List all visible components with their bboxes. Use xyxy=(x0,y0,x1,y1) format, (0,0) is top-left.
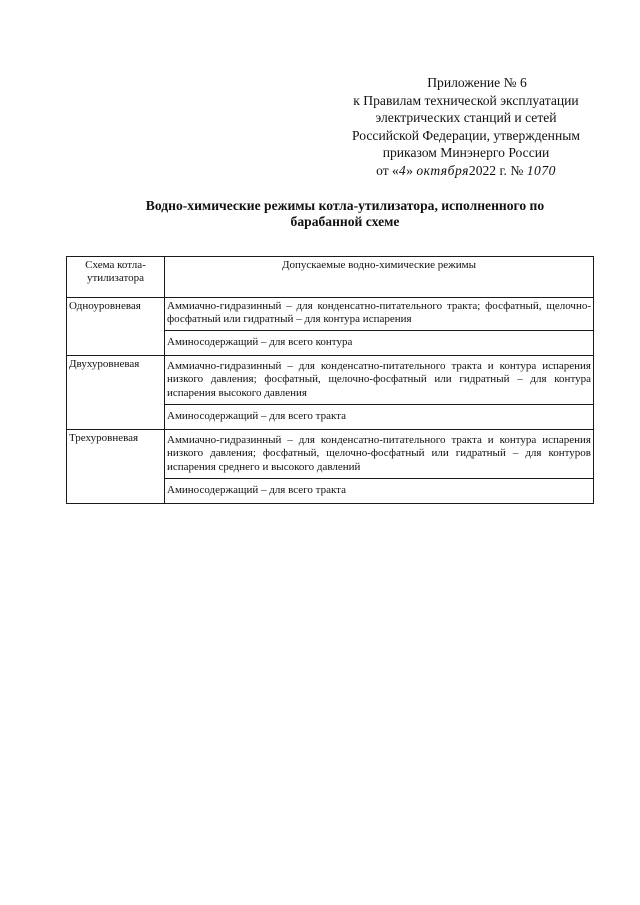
mode-cell: Аминосодержащий – для всего тракта xyxy=(165,405,594,430)
date-day: 4 xyxy=(398,162,407,178)
appendix-header xyxy=(330,74,602,180)
table-row xyxy=(67,356,594,405)
table-row xyxy=(67,430,594,479)
date-month: октября xyxy=(416,162,469,178)
mode-cell: Аминосодержащий – для всего тракта xyxy=(165,479,594,504)
mode-cell: Аммиачно-гидразинный – для конденсатно-питательного тракта; фосфатный, щелочно-фосфатный или гидратный – для контура испарения xyxy=(165,298,594,331)
appendix-federation-line: Российской Федерации, утвержденным xyxy=(352,127,580,143)
appendix-date-line xyxy=(330,162,602,180)
date-prefix: от « xyxy=(376,162,399,178)
mode-cell: Аммиачно-гидразинный – для конденсатно-питательного тракта и контура испарения низкого давления; фосфатный, щелочно-фосфатный или гидратный – для контуров испарения среднего и высокого давлений xyxy=(165,430,594,479)
order-number: 1070 xyxy=(526,162,556,178)
regimes-table xyxy=(66,256,594,504)
appendix-order-line: приказом Минэнерго России xyxy=(382,145,550,161)
appendix-stations-line: электрических станций и сетей xyxy=(375,110,557,126)
scheme-cell-triple: Трехуровневая xyxy=(67,430,165,504)
header-modes: Допускаемые водно-химические режимы xyxy=(165,257,594,298)
header-scheme: Схема котла-утилизатора xyxy=(67,257,165,298)
table-row xyxy=(67,298,594,331)
mode-cell: Аминосодержащий – для всего контура xyxy=(165,331,594,356)
scheme-cell-single: Одноуровневая xyxy=(67,298,165,356)
title-line-1: Водно-химические режимы котла-утилизатора, исполненного по xyxy=(145,198,545,213)
date-year: 2022 г. № xyxy=(468,162,524,178)
appendix-number: Приложение № 6 xyxy=(427,75,527,90)
date-mid: » xyxy=(406,162,413,178)
mode-cell: Аммиачно-гидразинный – для конденсатно-питательного тракта и контура испарения низкого давления; фосфатный, щелочно-фосфатный или гидратный – для контура испарения высокого давления xyxy=(165,356,594,405)
scheme-cell-double: Двухуровневая xyxy=(67,356,165,430)
title-line-2: барабанной схеме xyxy=(290,214,400,229)
document-title xyxy=(110,198,580,230)
appendix-rules-line: к Правилам технической эксплуатации xyxy=(353,92,579,108)
table-header-row xyxy=(67,257,594,298)
